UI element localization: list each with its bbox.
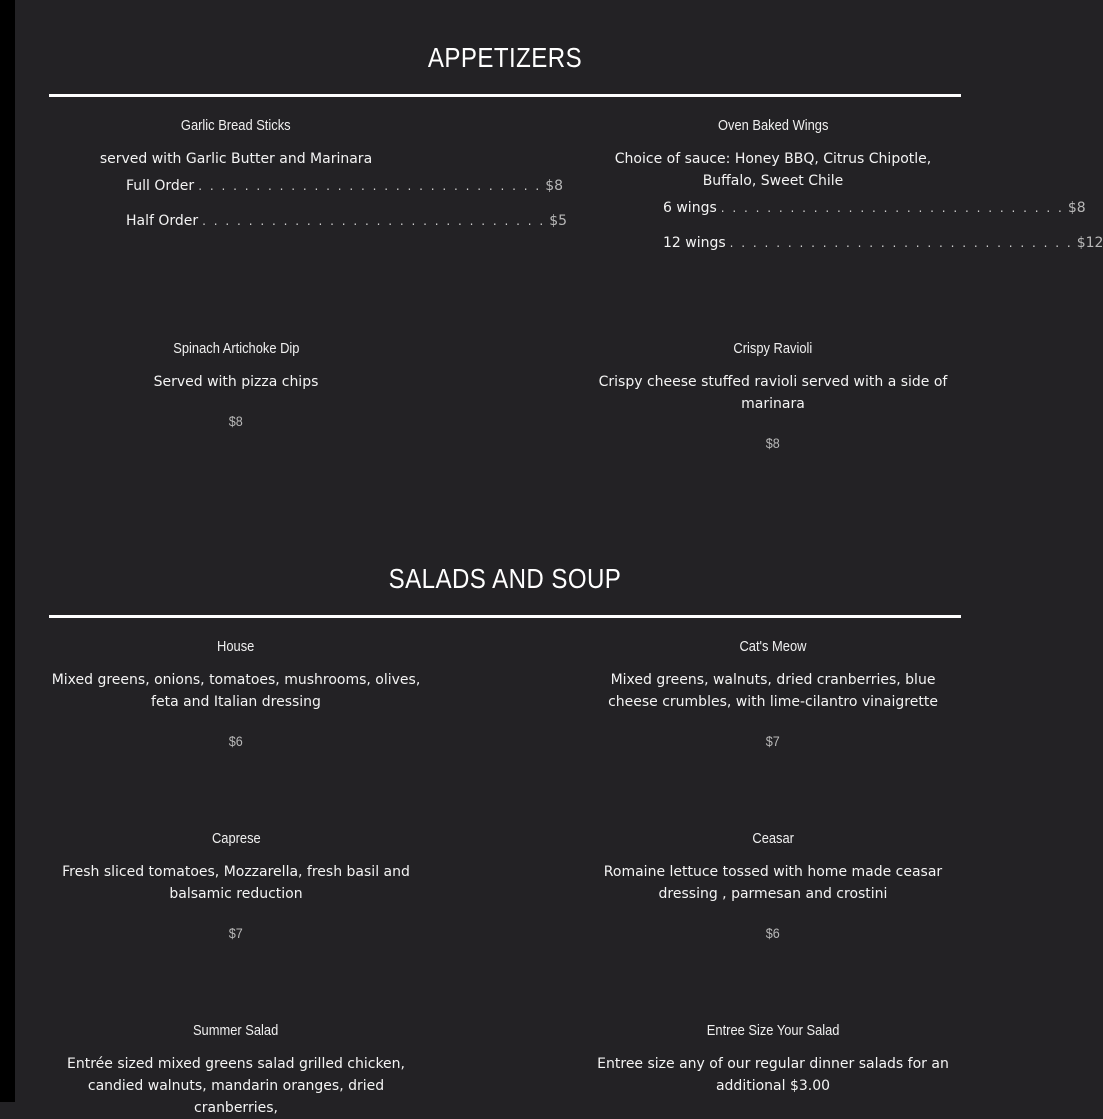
item-price: $6: [228, 733, 244, 749]
menu-item-garlic-bread-sticks: [49, 115, 568, 248]
section-divider: [49, 94, 961, 97]
item-name: Spinach Artichoke Dip: [172, 340, 300, 357]
option-price: $8: [545, 178, 564, 194]
menu-item-oven-baked-wings: [586, 115, 1103, 270]
section-title-appetizers: APPETIZERS: [427, 42, 583, 73]
dot-leader: . . . . . . . . . . . . . . . . . . . . . . . . . . . . . .: [198, 179, 542, 193]
menu-item-entree-size-your-salad: [586, 1020, 960, 1097]
item-description: Romaine lettuce tossed with home made ceasar dressing , parmesan and crostini: [603, 864, 943, 902]
option-label: 6 wings: [663, 200, 717, 216]
item-description: Crispy cheese stuffed ravioli served with a side of marinara: [598, 374, 948, 412]
item-price: $8: [765, 435, 781, 451]
price-options: [663, 200, 1103, 270]
dot-leader: . . . . . . . . . . . . . . . . . . . . . . . . . . . . . .: [202, 214, 546, 228]
item-name: Ceasar: [752, 830, 794, 847]
option-price: $12: [1076, 235, 1103, 251]
item-description: Served with pizza chips: [153, 374, 319, 390]
menu-item-house: [49, 636, 423, 750]
item-price: $8: [228, 413, 244, 429]
item-name: Crispy Ravioli: [733, 340, 813, 357]
option-price: $5: [549, 213, 568, 229]
menu-item-cats-meow: [586, 636, 960, 750]
price-options: [126, 178, 568, 248]
item-name: Oven Baked Wings: [717, 117, 829, 134]
option-label: Half Order: [126, 213, 199, 229]
item-description: Entrée sized mixed greens salad grilled chicken, candied walnuts, mandarin oranges, dried cranberries,: [67, 1056, 405, 1116]
left-edge-strip: [0, 0, 15, 1102]
item-name: Entree Size Your Salad: [706, 1022, 840, 1039]
menu-item-crispy-ravioli: [586, 338, 960, 452]
item-name: Garlic Bread Sticks: [181, 117, 291, 134]
price-option-row: [663, 235, 1103, 270]
menu-item-summer-salad: [49, 1020, 423, 1119]
menu-item-spinach-artichoke-dip: [49, 338, 423, 430]
item-name: Cat's Meow: [739, 638, 807, 655]
item-name: Caprese: [211, 830, 261, 847]
item-name: House: [217, 638, 255, 655]
item-name: Summer Salad: [193, 1022, 279, 1039]
dot-leader: . . . . . . . . . . . . . . . . . . . . . . . . . . . . . .: [729, 236, 1073, 250]
item-price: $7: [765, 733, 781, 749]
section-divider: [49, 615, 961, 618]
item-description: Mixed greens, walnuts, dried cranberries, blue cheese crumbles, with lime-cilantro vinaigrette: [608, 672, 938, 710]
option-label: 12 wings: [663, 235, 726, 251]
section-title-salads-and-soup: SALADS AND SOUP: [388, 563, 622, 594]
item-price: $7: [228, 925, 244, 941]
price-option-row: [126, 178, 564, 213]
price-option-row: [126, 213, 568, 248]
option-price: $8: [1067, 200, 1086, 216]
item-description: Entree size any of our regular dinner salads for an additional $3.00: [597, 1056, 949, 1094]
price-option-row: [663, 200, 1086, 235]
option-label: Full Order: [126, 178, 195, 194]
item-description: Fresh sliced tomatoes, Mozzarella, fresh basil and balsamic reduction: [62, 864, 410, 902]
item-description: served with Garlic Butter and Marinara: [99, 151, 373, 167]
menu-item-ceasar: [586, 828, 960, 942]
item-description: Mixed greens, onions, tomatoes, mushrooms, olives, feta and Italian dressing: [51, 672, 421, 710]
item-price: $6: [765, 925, 781, 941]
item-description: Choice of sauce: Honey BBQ, Citrus Chipotle, Buffalo, Sweet Chile: [614, 151, 932, 189]
dot-leader: . . . . . . . . . . . . . . . . . . . . . . . . . . . . . .: [720, 201, 1064, 215]
menu-item-caprese: [49, 828, 423, 942]
